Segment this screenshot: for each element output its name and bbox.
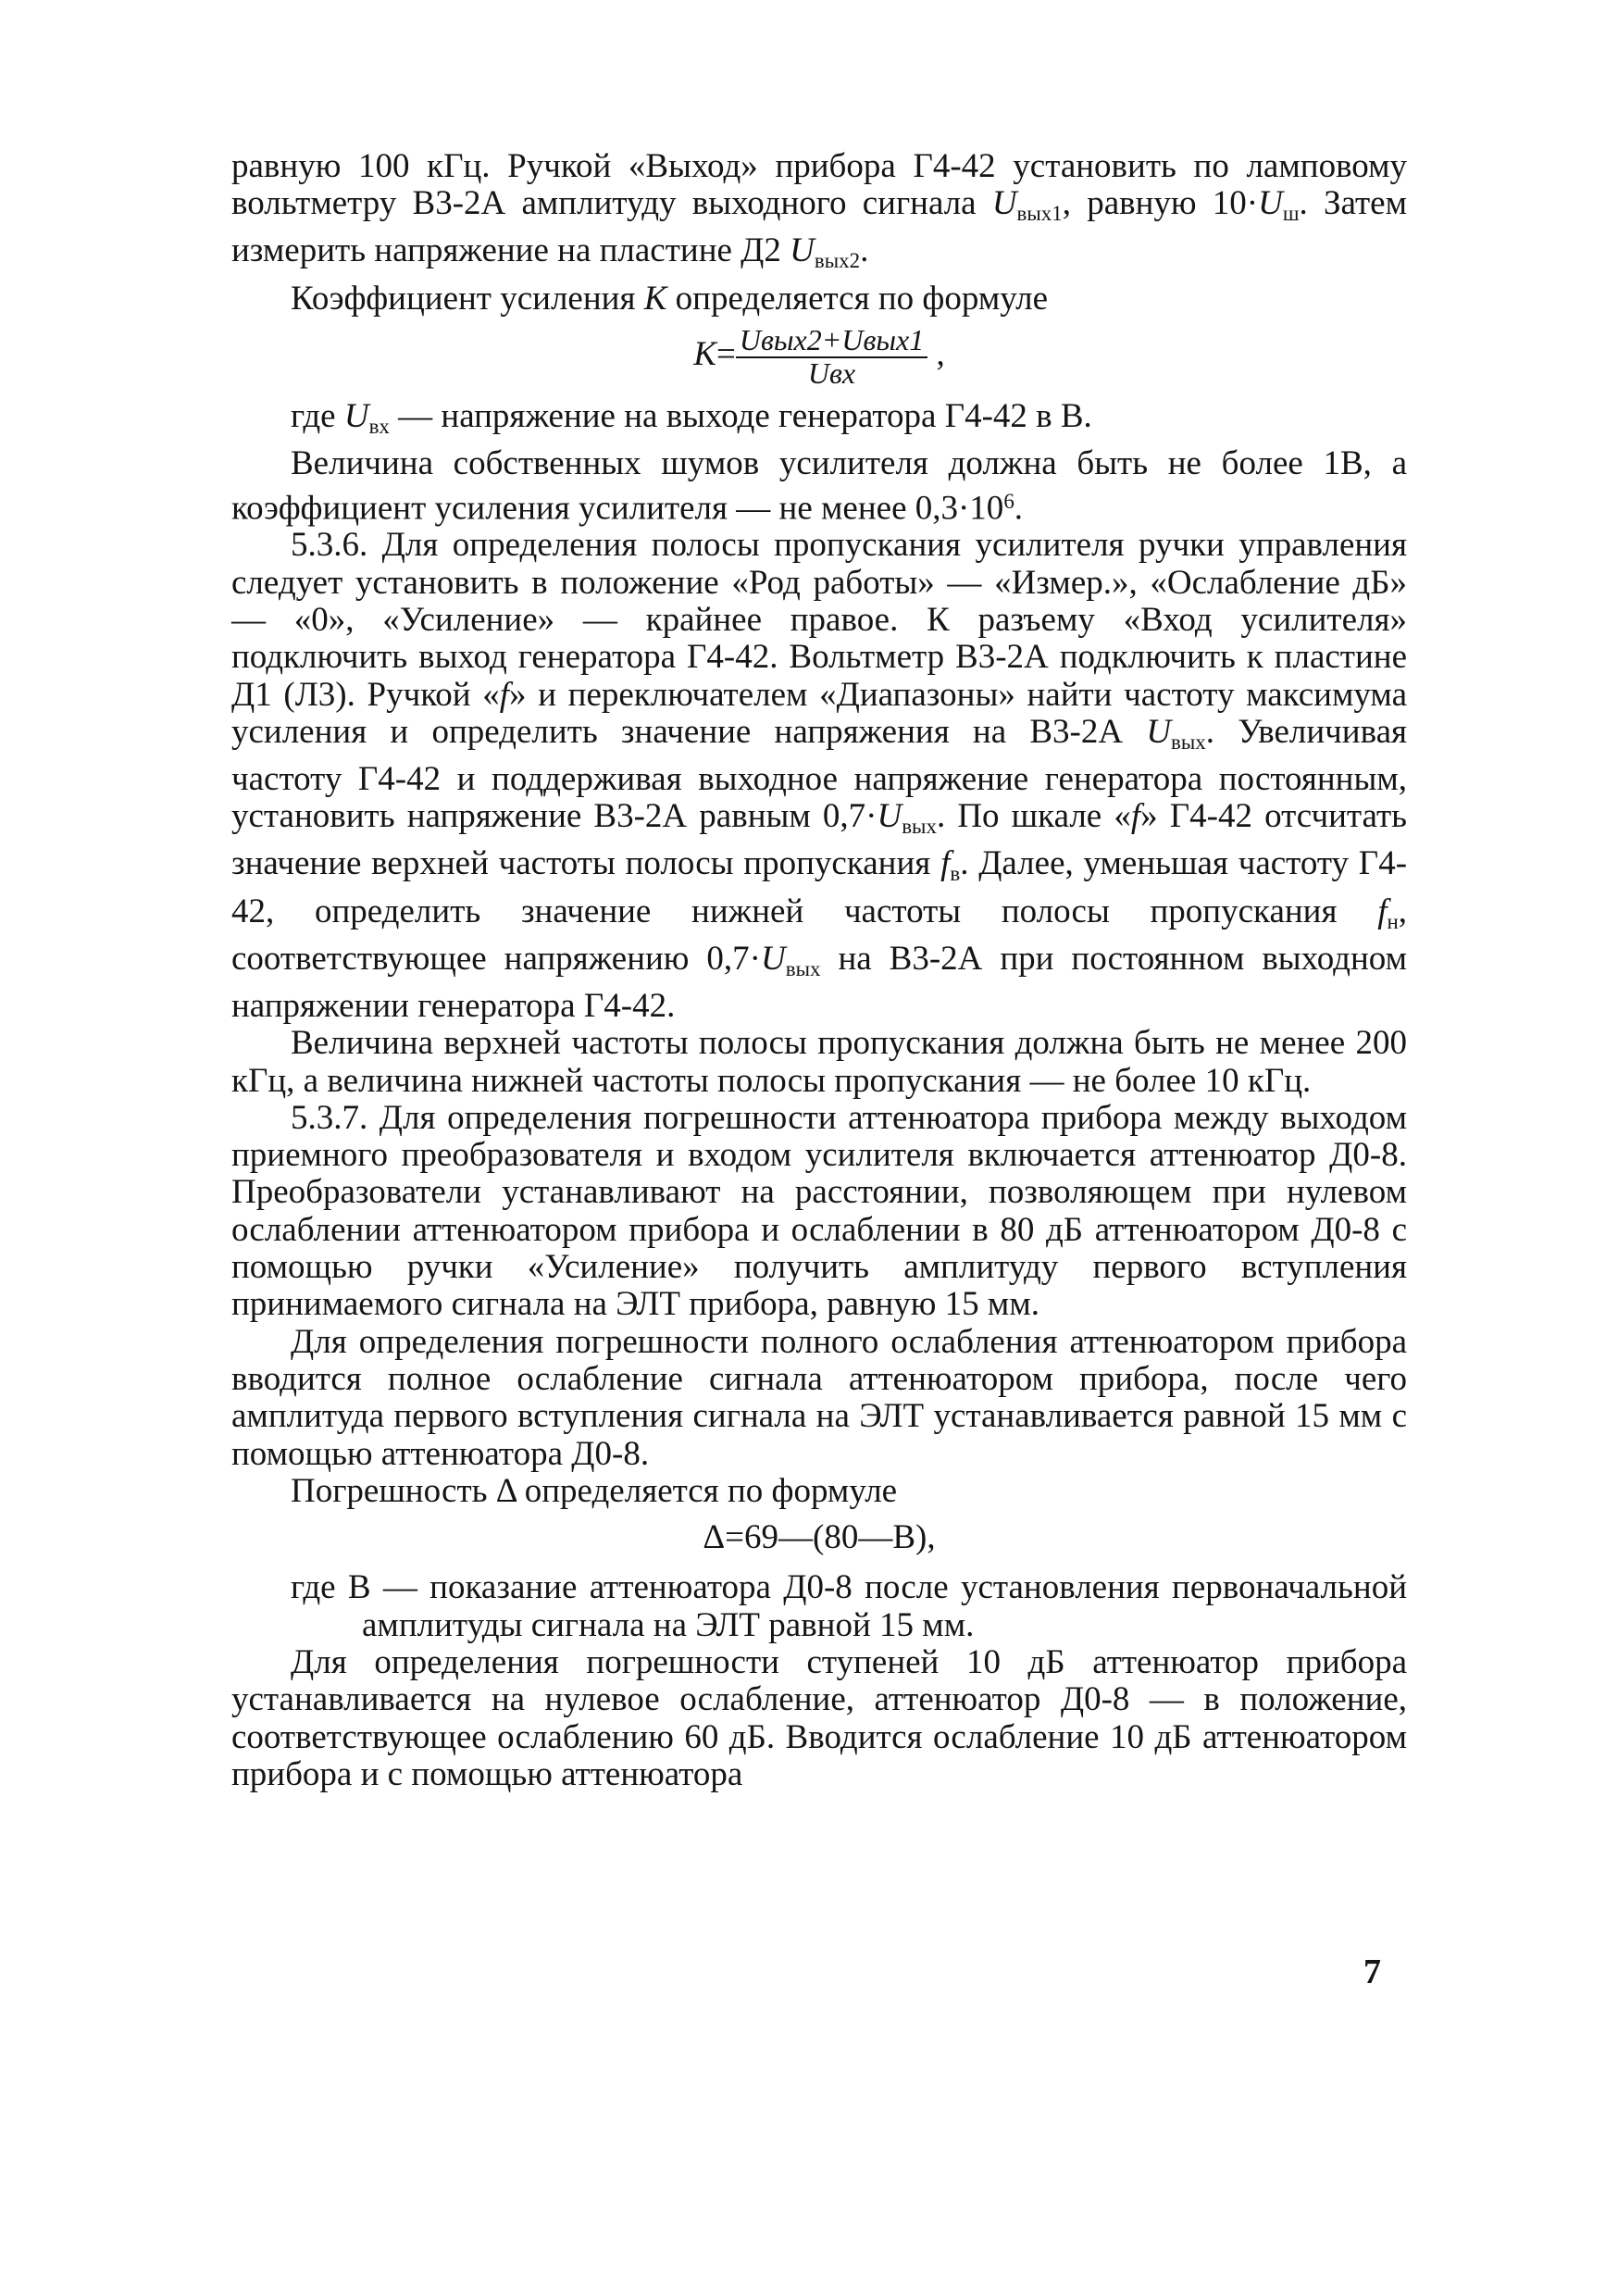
subscript: вых2 (814, 249, 861, 273)
fraction-denominator: Uвх (807, 356, 856, 390)
page-number: 7 (1363, 1953, 1381, 1991)
paragraph-10: где В — показание аттенюатора Д0-8 после установления первоначальной амплитуды сигнала на ЭЛТ равной 15 мм. (291, 1568, 1407, 1644)
symbol-u: U (877, 797, 902, 836)
paragraph-2 (231, 281, 1407, 318)
text-run: » и переключателем «Диапазоны» найти частоту максимума усиления и определить значение напряжения на В3-2А (231, 675, 1407, 751)
subscript: вых (785, 956, 821, 980)
text-run: — напряжение на выходе генератора Г4-42 в В. (398, 397, 1092, 436)
text-run: где (291, 397, 336, 436)
paragraph-4 (231, 445, 1407, 527)
fraction (736, 322, 927, 390)
symbol-u: U (761, 939, 786, 978)
paragraph-3 (231, 398, 1407, 445)
paragraph-8: Для определения погрешности полного ослабления аттенюатором прибора вводится полное ослабление сигнала аттенюатором прибора, после чего амплитуда первого вступления сигнала на ЭЛТ устанавливается равной 15 мм с помощью аттенюатора Д0-8. (231, 1322, 1407, 1473)
text-run: » Г4-42 отсчитать значение верхней частоты полосы пропускания (231, 797, 1407, 883)
page-body (231, 148, 1407, 1793)
text-run: . Затем измерить напряжение на пластине Д2 (231, 184, 1408, 270)
text-run: Коэффициент усиления (291, 279, 636, 318)
symbol-u: U (790, 231, 815, 270)
text-run: . (860, 231, 869, 270)
symbol-f: f (940, 844, 951, 883)
paragraph-6: Величина верхней частоты полосы пропускания должна быть не менее 200 кГц, а величина нижней частоты полосы пропускания — не более 10 кГц. (231, 1024, 1407, 1100)
text-run: на В3-2А при постоянном выходном напряжении генератора Г4-42. (231, 939, 1408, 1025)
text-run: . По шкале « (936, 797, 1131, 836)
text-run: . Далее, уменьшая частоту Г4-42, определить значение нижней частоты полосы пропускания (231, 844, 1408, 930)
fraction-numerator: Uвых2+Uвых1 (736, 325, 927, 358)
formula-lhs: K (693, 335, 716, 374)
subscript: в (950, 862, 961, 886)
symbol-f: f (499, 675, 510, 714)
text-run: определяется по формуле (675, 279, 1048, 318)
symbol-f: f (1130, 797, 1141, 836)
text-run: . (1014, 489, 1024, 528)
paragraph-1 (231, 148, 1407, 281)
paragraph-9: Погрешность Δ определяется по формуле (291, 1471, 898, 1510)
subscript: вых1 (1016, 202, 1063, 226)
superscript: 6 (1003, 489, 1014, 513)
text-run: , равную 10· (1062, 184, 1259, 223)
formula-error: Δ=69—(80—В), (703, 1518, 936, 1557)
formula-equals: = (716, 335, 736, 374)
subscript: н (1387, 909, 1399, 933)
symbol-f: f (1377, 892, 1388, 930)
symbol-u: U (343, 397, 369, 436)
paragraph-5-3-6 (231, 527, 1407, 1025)
text-run: Величина собственных шумов усилителя должна быть не более 1В, а коэффициент усиления усилителя — не менее 0,3·10 (231, 444, 1407, 528)
text-run: равную 100 кГц. Ручкой «Выход» прибора Г4-42 установить по ламповому вольтметру В3-2А амплитуду выходного сигнала (231, 147, 1407, 223)
symbol-u: U (991, 184, 1017, 223)
text-run: , соответствующее напряжению 0,7· (231, 892, 1408, 978)
subscript: вых (1171, 730, 1206, 754)
formula-tail: , (936, 335, 945, 374)
subscript: вых (902, 815, 937, 839)
symbol-u: U (1146, 712, 1172, 751)
text-run: 5.3.6. Для определения полосы пропускания усилителя ручки управления следует установить в положение «Род работы» — «Измер.», «Ослабление дБ» — «0», «Усиление» — крайнее правое. К разъему «Вход усилителя» подключить выход генератора Г4-42. Вольтметр В3-2А подключить к пластине Д1 (Л3). Ручкой « (231, 526, 1407, 714)
text-run: . Увеличивая частоту Г4-42 и поддерживая выходное напряжение генератора постоянным, установить напряжение В3-2А равным 0,7· (231, 712, 1408, 836)
symbol-u: U (1258, 184, 1283, 223)
subscript: вх (368, 415, 390, 438)
subscript: ш (1282, 202, 1300, 226)
definition-block (231, 1569, 1407, 1644)
paragraph-11: Для определения погрешности ступеней 10 дБ аттенюатор прибора устанавливается на нулевое ослабление, аттенюатор Д0-8 — в положение, соответствующее ослаблению 60 дБ. Вводится ослабление 10 дБ аттенюатором прибора и с помощью аттенюатора (231, 1643, 1407, 1793)
formula-gain (231, 322, 1407, 390)
paragraph-5-3-7: 5.3.7. Для определения погрешности аттенюатора прибора между выходом приемного преобразователя и входом усилителя включается аттенюатор Д0-8. Преобразователи устанавливают на расстоянии, позволяющем при нулевом ослаблении аттенюатором прибора и ослаблении в 80 дБ аттенюатором Д0-8 с помощью ручки «Усиление» получить амплитуду первого вступления принимаемого сигнала на ЭЛТ прибора, равную 15 мм. (231, 1098, 1407, 1324)
symbol-k: K (643, 279, 667, 318)
